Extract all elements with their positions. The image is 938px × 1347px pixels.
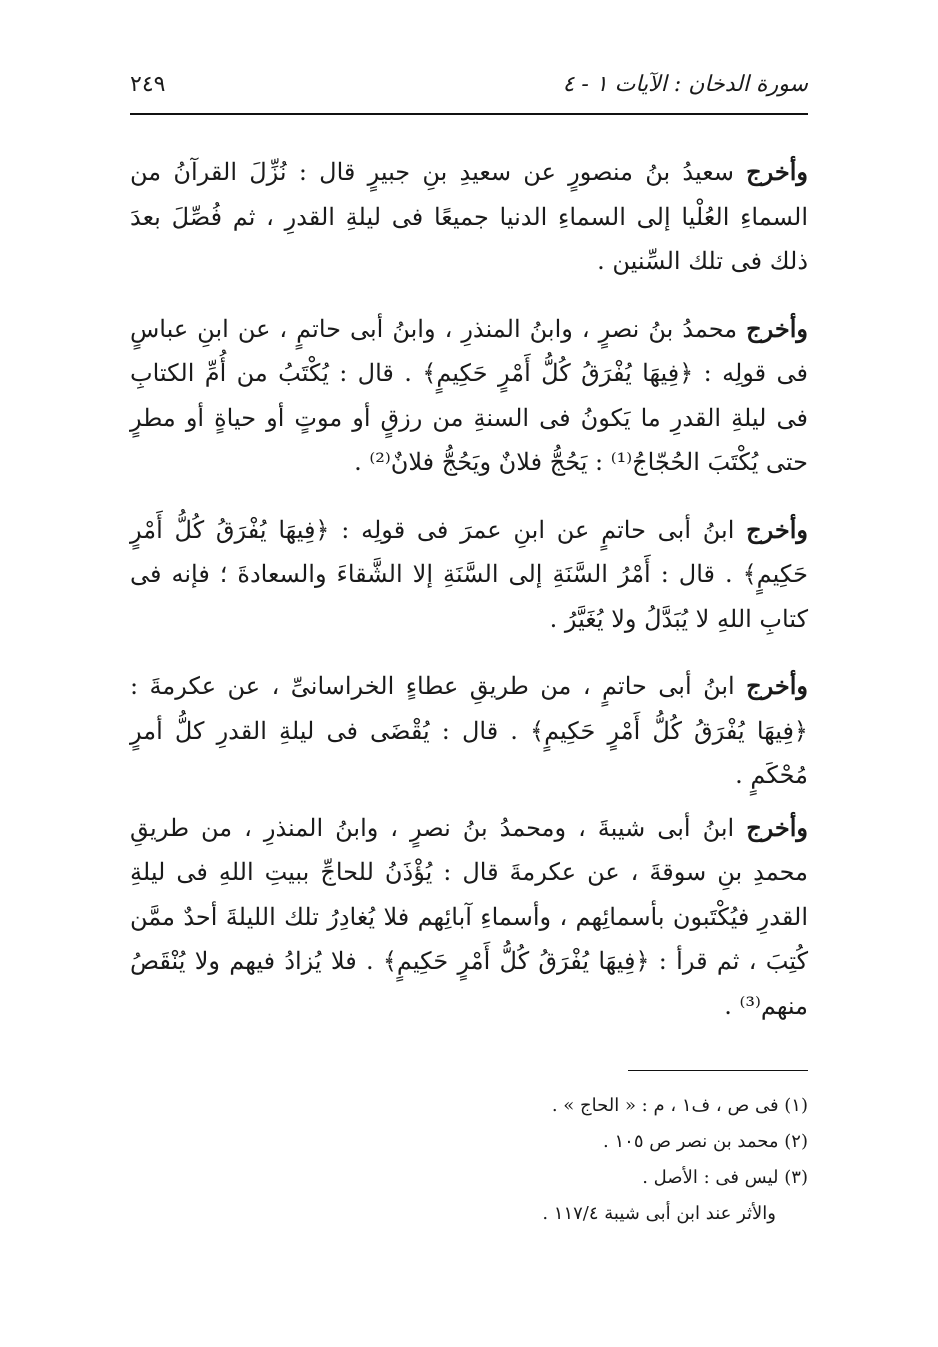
paragraph-text: ابنُ أبى حاتمٍ ، من طريقِ عطاءٍ الخراسانىِّ ، عن عكرمةَ : ﴿فِيهَا يُفْرَقُ كُلُّ أَمْرٍ حَكِيمٍ﴾ . قال : يُقْضَى فى ليلةِ القدرِ كلُّ أمرٍ مُحْكَمٍ . [130,672,808,789]
paragraph-text: محمدُ بنُ نصرٍ ، وابنُ المنذرِ ، وابنُ أبى حاتمٍ ، عن ابنِ عباسٍ فى قولِه : ﴿فِيهَا يُفْرَقُ كُلُّ أَمْرٍ حَكِيمٍ﴾ . قال : يُكْتَبُ من أُمِّ الكتابِ فى ليلةِ القدرِ ما يَكونُ فى السنةِ من رزقٍ أو موتٍ أو حياةٍ أو مطرٍ حتى يُكْتَبَ الحُجّاجُ⁽¹⁾ : يَحُجُّ فلانٌ ويَحُجُّ فلانٌ⁽²⁾ . [130,314,808,476]
paragraph-5 [130,806,808,1029]
footnote-3: (٣) ليس فى : الأصل . [642,1167,808,1188]
paragraph-4 [130,664,808,798]
paragraph-lead: وأخرج [746,671,808,700]
paragraph-text: سعيدُ بنُ منصورٍ عن سعيدِ بنِ جبيرٍ قال : نُزِّلَ القرآنُ من السماءِ العُلْيا إلى السماءِ الدنيا جميعًا فى ليلةِ القدرِ ، ثم فُصِّلَ بعدَ ذلك فى تلك السِّنين . [130,158,808,275]
paragraph-3 [130,508,808,642]
paragraph-lead: وأخرج [746,514,808,544]
paragraph-lead: وأخرج [746,313,808,343]
paragraph-1 [130,150,808,284]
footnote-rule [628,1070,808,1071]
main-text [130,150,808,1028]
header-rule [130,113,808,115]
paragraph-text: ابنُ أبى شيبةَ ، ومحمدُ بنُ نصرٍ ، وابنُ المنذرِ ، من طريقِ محمدِ بنِ سوقةَ ، عن عكرمةَ قال : يُؤْذَنُ للحاجِّ ببيتِ اللهِ فى ليلةِ القدرِ فيُكْتَبون بأسمائِهم ، وأسماءِ آبائِهم فلا يُغادِرُ تلك الليلةَ أحدٌ ممَّن كُتِبَ ، ثم قرأ : ﴿فِيهَا يُفْرَقُ كُلُّ أَمْرٍ حَكِيمٍ﴾ . فلا يُزادُ فيهم ولا يُنْقَصُ منهم⁽³⁾ . [130,813,808,1020]
paragraph-2 [130,307,808,485]
footnotes [130,1088,808,1232]
paragraph-text: ابنُ أبى حاتمٍ عن ابنِ عمرَ فى قولِه : ﴿فِيهَا يُفْرَقُ كُلُّ أَمْرٍ حَكِيمٍ﴾ . قال : أَمْرُ السَّنَةِ إلى السَّنَةِ إلا الشَّقاءَ والسعادةَ ؛ فإنه فى كتابِ اللهِ لا يُبَدَّلُ ولا يُغَيَّرُ . [130,515,808,633]
footnote-1: (١) فى ص ، ف١ ، م : « الحاج » . [551,1095,808,1116]
running-header [130,66,808,106]
footnote-2: (٢) محمد بن نصر ص ١٠٥ . [603,1131,808,1152]
page-number: ٢٤٩ [130,72,166,97]
paragraph-lead: وأخرج [746,157,808,186]
paragraph-lead: وأخرج [746,812,809,842]
footnote-3-continuation: والأثر عند ابن أبى شيبة ١١٧/٤ . [542,1203,776,1224]
header-title: سورة الدخان : الآيات ١ - ٤ [562,72,808,97]
